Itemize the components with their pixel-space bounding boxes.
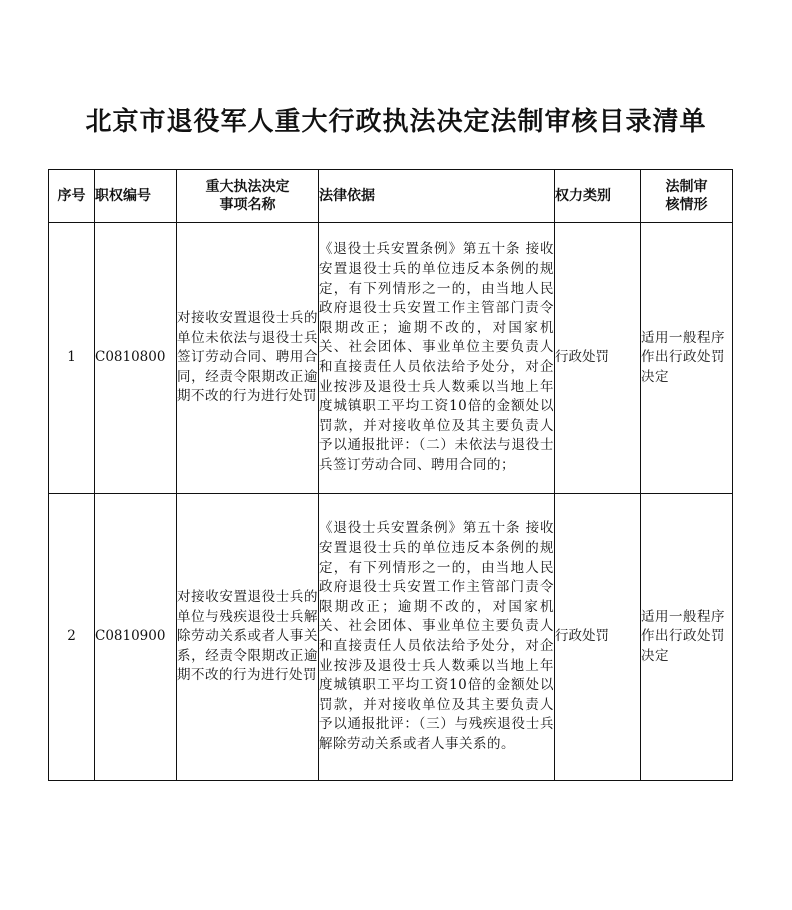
row-power-type: 行政处罚 — [555, 494, 641, 781]
table-row — [49, 494, 733, 781]
header-review: 法制审核情形 — [641, 170, 733, 223]
row-review-text: 适用一般程序作出行政处罚决定 — [641, 329, 725, 385]
header-code: 职权编号 — [95, 170, 177, 223]
row-basis-text: 《退役士兵安置条例》第五十条 接收安置退役士兵的单位违反本条例的规定，有下列情形之一的，由当地人民政府退役士兵安置工作主管部门责令限期改正；逾期不改的，对国家机关、社会团体、事业单位主要负责人和直接责任人员依法给予处分，对企业按涉及退役士兵人数乘以当地上年度城镇职工平均工资10倍的金额处以罚款，并对接收单位及其主要负责人予以通报批评：（三）与残疾退役士兵解除劳动关系或者人事关系的。 — [319, 520, 554, 752]
row-matter — [177, 494, 319, 781]
table-header-row — [49, 170, 733, 223]
row-basis — [319, 223, 555, 494]
row-review — [641, 494, 733, 781]
header-power-type: 权力类别 — [555, 170, 641, 223]
row-matter-text: 对接收安置退役士兵的单位与残疾退役士兵解除劳动关系或者人事关系，经责令限期改正逾期不改的行为进行处罚 — [177, 589, 318, 684]
row-review-text: 适用一般程序作出行政处罚决定 — [641, 608, 725, 664]
review-catalog-table — [48, 169, 733, 781]
row-matter — [177, 223, 319, 494]
row-seq: 1 — [49, 223, 95, 494]
row-seq: 2 — [49, 494, 95, 781]
row-code: C0810800 — [95, 223, 177, 494]
table-row — [49, 223, 733, 494]
row-matter-text: 对接收安置退役士兵的单位未依法与退役士兵签订劳动合同、聘用合同，经责令限期改正逾期不改的行为进行处罚 — [177, 310, 318, 405]
document-title: 北京市退役军人重大行政执法决定法制审核目录清单 — [85, 107, 707, 137]
header-matter: 重大执法决定事项名称 — [177, 170, 319, 223]
row-basis-text: 《退役士兵安置条例》第五十条 接收安置退役士兵的单位违反本条例的规定，有下列情形之一的，由当地人民政府退役士兵安置工作主管部门责令限期改正；逾期不改的，对国家机关、社会团体、事业单位主要负责人和直接责任人员依法给予处分，对企业按涉及退役士兵人数乘以当地上年度城镇职工平均工资10倍的金额处以罚款，并对接收单位及其主要负责人予以通报批评：（二）未依法与退役士兵签订劳动合同、聘用合同的； — [319, 241, 554, 473]
header-basis: 法律依据 — [319, 170, 555, 223]
row-power-type: 行政处罚 — [555, 223, 641, 494]
header-seq: 序号 — [49, 170, 95, 223]
row-code: C0810900 — [95, 494, 177, 781]
row-review — [641, 223, 733, 494]
row-basis — [319, 494, 555, 781]
